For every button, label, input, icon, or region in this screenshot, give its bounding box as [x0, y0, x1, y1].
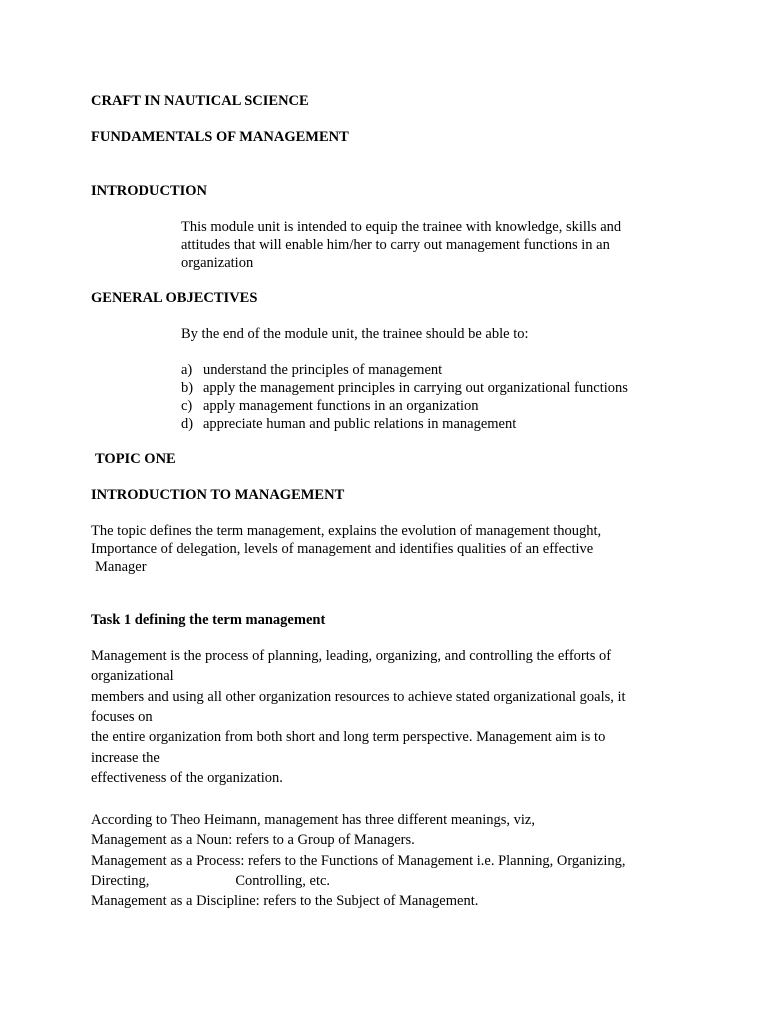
topic-one-heading: INTRODUCTION TO MANAGEMENT: [91, 487, 345, 503]
course-title: CRAFT IN NAUTICAL SCIENCE: [91, 93, 309, 109]
task-one-heading: Task 1 defining the term management: [91, 612, 326, 628]
general-objectives-heading: GENERAL OBJECTIVES: [91, 290, 258, 306]
topic-one-line: The topic defines the term management, explains the evolution of management thought,: [91, 523, 602, 539]
topic-one-label: TOPIC ONE: [95, 451, 176, 467]
introduction-line: organization: [181, 255, 254, 271]
objective-text: appreciate human and public relations in management: [203, 416, 517, 432]
objective-item: [181, 415, 516, 433]
definition-line: organizational: [91, 668, 174, 684]
meaning-process-controlling: Controlling, etc.: [235, 873, 331, 889]
topic-one-line: Importance of delegation, levels of management and identifies qualities of an effective: [91, 541, 594, 557]
objective-text: apply management functions in an organization: [203, 398, 479, 414]
definition-line: effectiveness of the organization.: [91, 770, 283, 786]
definition-line: Management is the process of planning, leading, organizing, and controlling the efforts of: [91, 648, 612, 664]
objective-text: understand the principles of management: [203, 362, 443, 378]
meanings-intro: According to Theo Heimann, management has three different meanings, viz,: [91, 812, 535, 828]
objective-label: a): [181, 362, 193, 378]
meaning-process-continued: [91, 872, 330, 890]
objective-text: apply the management principles in carrying out organizational functions: [203, 380, 628, 396]
objective-item: [181, 361, 442, 379]
unit-title: FUNDAMENTALS OF MANAGEMENT: [91, 129, 349, 145]
general-objectives-lead: By the end of the module unit, the trainee should be able to:: [181, 326, 529, 342]
objective-label: c): [181, 398, 193, 414]
definition-line: focuses on: [91, 709, 153, 725]
introduction-heading: INTRODUCTION: [91, 183, 208, 199]
introduction-line: attitudes that will enable him/her to carry out management functions in an: [181, 237, 610, 253]
definition-line: the entire organization from both short and long term perspective. Management aim is to: [91, 729, 606, 745]
topic-one-line: Manager: [95, 559, 147, 575]
definition-line: members and using all other organization resources to achieve stated organizational goals, it: [91, 689, 626, 705]
meaning-noun: Management as a Noun: refers to a Group of Managers.: [91, 832, 415, 848]
meaning-process-directing: Directing,: [91, 873, 150, 889]
meaning-discipline: Management as a Discipline: refers to the Subject of Management.: [91, 893, 479, 909]
objective-label: d): [181, 416, 194, 432]
definition-line: increase the: [91, 750, 160, 766]
introduction-line: This module unit is intended to equip the trainee with knowledge, skills and: [181, 219, 622, 235]
objective-item: [181, 379, 628, 397]
objective-item: [181, 397, 479, 415]
meaning-process: Management as a Process: refers to the Functions of Management i.e. Planning, Organizing,: [91, 853, 626, 869]
objective-label: b): [181, 380, 194, 396]
